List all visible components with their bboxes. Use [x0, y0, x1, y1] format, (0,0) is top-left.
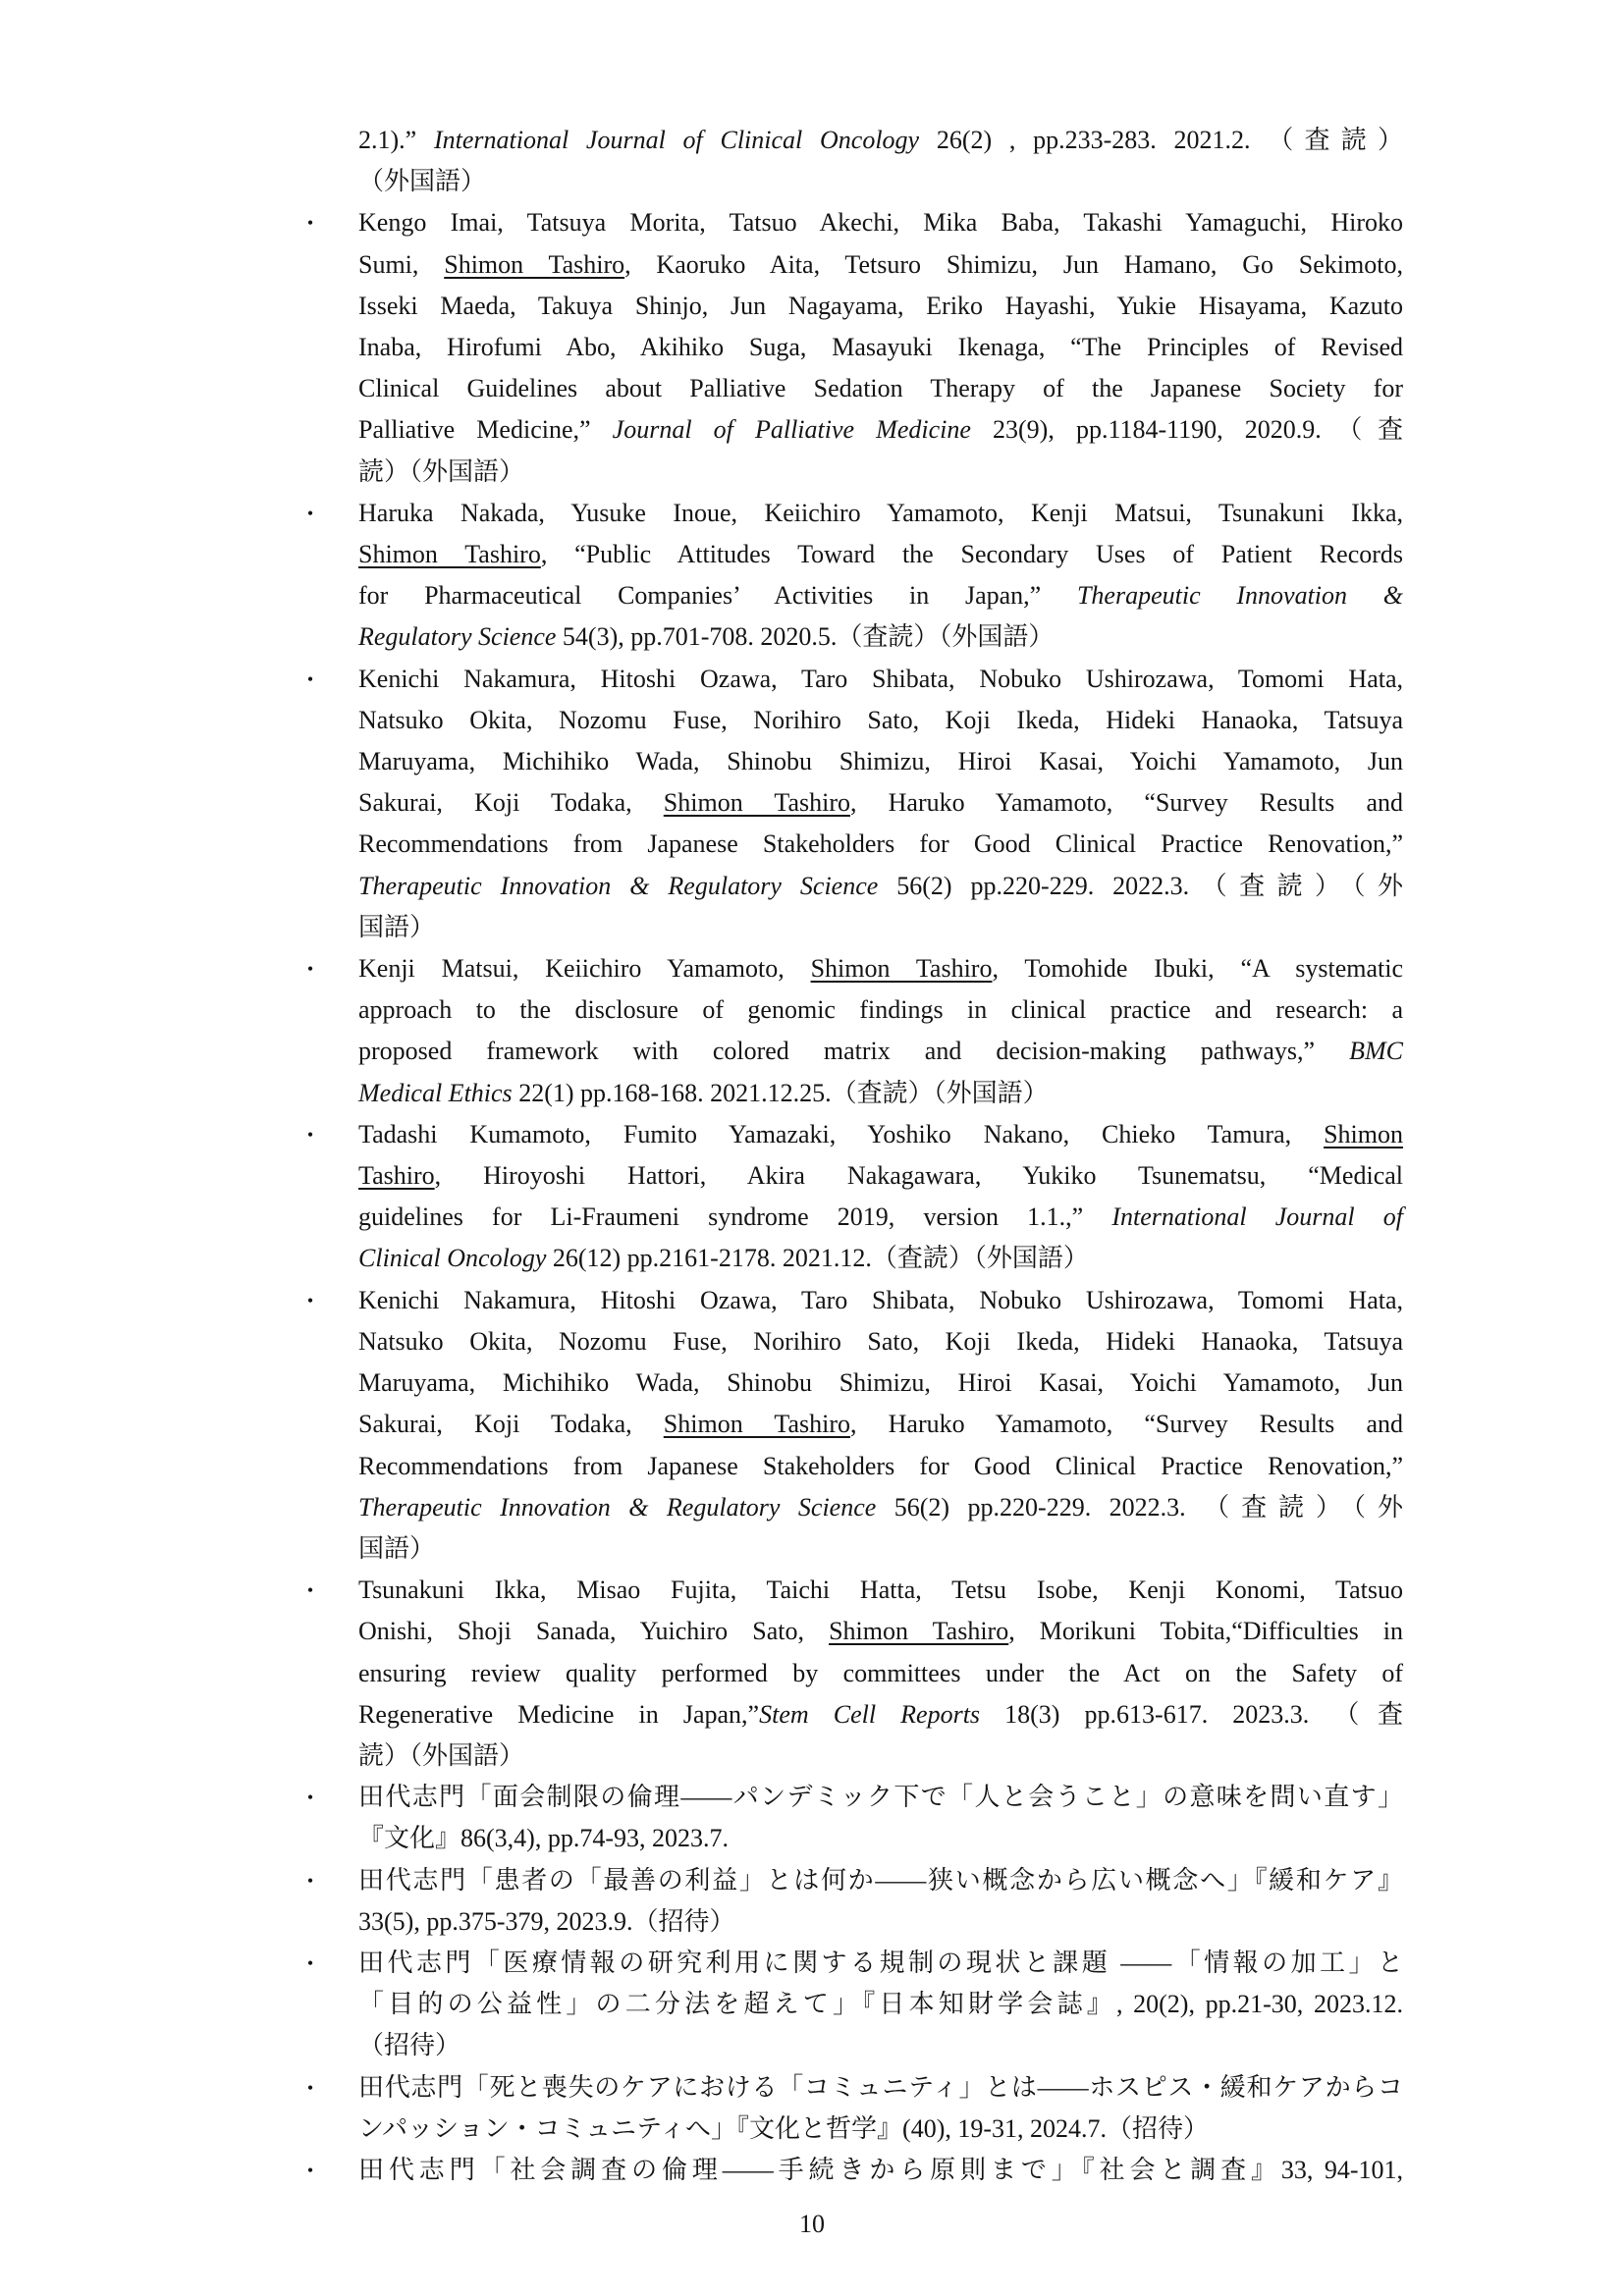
text-line [358, 1943, 1403, 1984]
text-line [358, 1114, 1403, 1155]
text-segment: 「目的の公益性」の二分法を超えて」『日本知財学会誌』, 20(2), pp.21-30, 2023.12. [358, 1990, 1403, 2019]
text-line [358, 409, 1403, 451]
text-segment: 56(2) pp.220-229. 2022.3.（査読）（外 [878, 871, 1403, 900]
author-name-highlight: Shimon Tashiro [810, 954, 993, 984]
text-segment: 2.1).” [358, 126, 434, 154]
text-line [358, 327, 1403, 368]
text-line [358, 1777, 1403, 1818]
text-line [358, 1197, 1403, 1238]
journal-title: Medical Ethics [358, 1078, 513, 1107]
publication-entry [0, 2067, 1624, 2150]
text-segment: 読）（外国語） [358, 1740, 525, 1770]
text-line [358, 2109, 1403, 2150]
text-segment: Tsunakuni Ikka, Misao Fujita, Taichi Hatta, Tetsu Isobe, Kenji Konomi, Tatsuo [358, 1575, 1403, 1605]
bullet-marker: • [306, 1788, 314, 1808]
text-segment: 23(9), pp.1184-1190, 2020.9.（査 [970, 415, 1403, 445]
publication-entry [0, 493, 1624, 659]
journal-title: BMC [1349, 1037, 1403, 1066]
publication-entry [0, 1114, 1624, 1280]
publication-list [0, 120, 1624, 2191]
text-segment: 国語） [358, 912, 436, 941]
author-name-highlight: Shimon Tashiro [663, 1410, 850, 1439]
publication-entry [0, 659, 1624, 948]
text-segment: ensuring review quality performed by committees under the Act on the Safety of [358, 1658, 1403, 1687]
text-line [358, 1155, 1403, 1197]
text-segment: Onishi, Shoji Sanada, Yuichiro Sato, [358, 1617, 830, 1646]
publication-entry [0, 1777, 1624, 1859]
text-segment: guidelines for Li-Fraumeni syndrome 2019, version 1.1.,” [358, 1202, 1112, 1232]
text-segment: Natsuko Okita, Nozomu Fuse, Norihiro Sato, Koji Ikeda, Hideki Hanaoka, Tatsuya [358, 1326, 1403, 1356]
text-segment: for Pharmaceutical Companies’ Activities in Japan,” [358, 581, 1077, 611]
text-line [358, 2150, 1403, 2191]
text-line [358, 948, 1403, 989]
bullet-marker: • [306, 1952, 314, 1973]
text-line [358, 2067, 1403, 2109]
text-segment: ンパッション・コミュニティへ」『文化と哲学』(40), 19-31, 2024.7.（招待） [358, 2113, 1210, 2143]
text-line [358, 907, 1403, 948]
journal-title: International Journal of [1111, 1202, 1403, 1232]
text-segment: Maruyama, Michihiko Wada, Shinobu Shimizu, Hiroi Kasai, Yoichi Yamamoto, Jun [358, 747, 1403, 776]
text-line [358, 1031, 1403, 1072]
text-line [358, 1611, 1403, 1652]
text-line [358, 989, 1403, 1031]
text-segment: Sakurai, Koji Todaka, [358, 1410, 664, 1439]
text-line [358, 286, 1403, 327]
text-line [358, 202, 1403, 243]
text-segment: 56(2) pp.220-229. 2022.3. （査読）（外 [876, 1492, 1403, 1522]
text-line [358, 1238, 1403, 1279]
text-segment: （招待） [358, 2031, 461, 2060]
text-line [358, 534, 1403, 575]
text-segment: （外国語） [358, 167, 487, 196]
text-line [358, 1901, 1403, 1943]
author-name-highlight: Shimon Tashiro [444, 249, 625, 279]
journal-title: Therapeutic Innovation & Regulatory Science [358, 1492, 877, 1522]
text-line [358, 1735, 1403, 1777]
text-line [358, 493, 1403, 534]
text-line [358, 1404, 1403, 1445]
text-line [358, 161, 1403, 202]
text-line [358, 452, 1403, 493]
text-segment: 26(2) , pp.233-283. 2021.2. （査読） [919, 126, 1403, 154]
text-segment: Maruyama, Michihiko Wada, Shinobu Shimizu, Hiroi Kasai, Yoichi Yamamoto, Jun [358, 1368, 1403, 1398]
text-segment: Regenerative Medicine in Japan,” [358, 1699, 760, 1729]
text-line [358, 1653, 1403, 1694]
bullet-marker: • [306, 213, 314, 234]
journal-title: International Journal of Clinical Oncology [433, 126, 920, 154]
author-name-highlight: Shimon Tashiro [829, 1617, 1009, 1646]
text-segment: 田代志門「死と喪失のケアにおける「コミュニティ」とは——ホスピス・緩和ケアからコ [358, 2072, 1403, 2102]
bullet-marker: • [306, 1124, 314, 1145]
text-line [358, 1446, 1403, 1487]
journal-title: Therapeutic Innovation & [1076, 581, 1404, 611]
text-line [358, 2025, 1403, 2066]
text-segment: 田代志門「面会制限の倫理——パンデミック下で「人と会うこと」の意味を問い直す」 [358, 1783, 1403, 1812]
text-segment: 22(1) pp.168-168. 2021.12.25.（査読）（外国語） [512, 1078, 1049, 1107]
author-name-highlight: Shimon [1324, 1119, 1403, 1148]
publication-entry [0, 1943, 1624, 2067]
text-segment: Kenichi Nakamura, Hitoshi Ozawa, Taro Shibata, Nobuko Ushirozawa, Tomomi Hata, [358, 1285, 1403, 1314]
text-line [358, 616, 1403, 658]
author-name-highlight: Shimon Tashiro [358, 540, 541, 569]
publication-entry [0, 1570, 1624, 1777]
text-line [358, 244, 1403, 286]
bullet-marker: • [306, 668, 314, 689]
text-segment: 読）（外国語） [358, 456, 525, 486]
journal-title: Regulatory Science [358, 622, 557, 652]
publication-entry [0, 1860, 1624, 1943]
text-segment: Kenji Matsui, Keiichiro Yamamoto, [358, 954, 811, 984]
text-segment: 『文化』86(3,4), pp.74-93, 2023.7. [358, 1824, 729, 1853]
bullet-marker: • [306, 503, 314, 523]
text-segment: Isseki Maeda, Takuya Shinjo, Jun Nagayama, Eriko Hayashi, Yukie Hisayama, Kazuto [358, 291, 1403, 320]
text-line [358, 1362, 1403, 1404]
text-segment: 田代志門「患者の「最善の利益」とは何か——狭い概念から広い概念へ」『緩和ケア』 [358, 1865, 1403, 1895]
bullet-marker: • [306, 2160, 314, 2180]
text-segment: , Morikuni Tobita,“Difficulties in [1008, 1617, 1403, 1646]
text-line [358, 824, 1403, 865]
text-segment: 国語） [358, 1533, 436, 1563]
text-line [358, 700, 1403, 741]
journal-title: Therapeutic Innovation & Regulatory Science [358, 871, 879, 900]
text-segment: , “Public Attitudes Toward the Secondary Uses of Patient Records [540, 540, 1404, 569]
text-segment: 26(12) pp.2161-2178. 2021.12.（査読）（外国語） [546, 1244, 1089, 1273]
text-segment: Tadashi Kumamoto, Fumito Yamazaki, Yoshiko Nakano, Chieko Tamura, [358, 1119, 1325, 1148]
text-line [358, 1487, 1403, 1528]
text-line [358, 782, 1403, 824]
text-segment: Sakurai, Koji Todaka, [358, 788, 664, 818]
text-segment: Clinical Guidelines about Palliative Sedation Therapy of the Japanese Society for [358, 374, 1403, 403]
text-line [358, 1528, 1403, 1570]
text-line [358, 1860, 1403, 1901]
text-segment: , Haruko Yamamoto, “Survey Results and [849, 1410, 1403, 1439]
text-segment: Inaba, Hirofumi Abo, Akihiko Suga, Masayuki Ikenaga, “The Principles of Revised [358, 333, 1403, 362]
publication-entry [0, 1280, 1624, 1570]
journal-title: Journal of Palliative Medicine [612, 415, 971, 445]
text-segment: Natsuko Okita, Nozomu Fuse, Norihiro Sato, Koji Ikeda, Hideki Hanaoka, Tatsuya [358, 705, 1403, 734]
publication-entry [0, 202, 1624, 492]
text-line [358, 120, 1403, 161]
bullet-marker: • [306, 1870, 314, 1891]
author-name-highlight: Shimon Tashiro [663, 788, 850, 818]
text-segment: Kenichi Nakamura, Hitoshi Ozawa, Taro Shibata, Nobuko Ushirozawa, Tomomi Hata, [358, 664, 1403, 693]
bullet-marker: • [306, 2077, 314, 2098]
author-name-highlight: Tashiro [358, 1161, 435, 1191]
text-line [358, 1570, 1403, 1611]
journal-title: Clinical Oncology [358, 1244, 547, 1273]
text-segment: 33(5), pp.375-379, 2023.9.（招待） [358, 1906, 735, 1936]
text-segment: , Tomohide Ibuki, “A systematic [992, 954, 1403, 984]
text-segment: Kengo Imai, Tatsuya Morita, Tatsuo Akechi, Mika Baba, Takashi Yamaguchi, Hiroko [358, 208, 1403, 238]
text-segment: 18(3) pp.613-617. 2023.3. （査 [980, 1699, 1403, 1729]
bullet-marker: • [306, 1290, 314, 1310]
publication-entry [0, 2150, 1624, 2191]
text-segment: Haruka Nakada, Yusuke Inoue, Keiichiro Yamamoto, Kenji Matsui, Tsunakuni Ikka, [358, 498, 1403, 527]
text-segment: 54(3), pp.701-708. 2020.5.（査読）（外国語） [556, 622, 1055, 652]
text-line [358, 741, 1403, 782]
text-line [358, 866, 1403, 907]
text-line [358, 575, 1403, 616]
text-line [358, 1073, 1403, 1114]
publication-entry [0, 948, 1624, 1114]
page-number: 10 [799, 2210, 825, 2238]
text-segment: , Kaoruko Aita, Tetsuro Shimizu, Jun Hamano, Go Sekimoto, [624, 249, 1403, 279]
bullet-marker: • [306, 959, 314, 980]
publication-entry [0, 120, 1624, 202]
bullet-marker: • [306, 1580, 314, 1601]
text-segment: 田代志門「社会調査の倫理——手続きから原則まで」『社会と調査』33, 94-101, [358, 2155, 1403, 2184]
text-segment: , Haruko Yamamoto, “Survey Results and [849, 788, 1403, 818]
text-segment: 田代志門「医療情報の研究利用に関する規制の現状と課題 ——「情報の加工」と [358, 1948, 1403, 1977]
text-segment: proposed framework with colored matrix and decision-making pathways,” [358, 1037, 1350, 1066]
text-segment: , Hiroyoshi Hattori, Akira Nakagawara, Yukiko Tsunematsu, “Medical [434, 1161, 1403, 1191]
text-segment: Recommendations from Japanese Stakeholders for Good Clinical Practice Renovation,” [358, 1451, 1403, 1480]
text-line [358, 1694, 1403, 1735]
text-line [358, 1280, 1403, 1321]
journal-title: Stem Cell Reports [759, 1699, 981, 1729]
text-line [358, 368, 1403, 409]
text-segment: Recommendations from Japanese Stakeholders for Good Clinical Practice Renovation,” [358, 829, 1403, 859]
text-line [358, 1984, 1403, 2025]
text-segment: Palliative Medicine,” [358, 415, 613, 445]
text-line [358, 659, 1403, 700]
text-segment: Sumi, [358, 249, 445, 279]
text-line [358, 1321, 1403, 1362]
text-line [358, 1818, 1403, 1859]
text-segment: approach to the disclosure of genomic findings in clinical practice and research: a [358, 995, 1403, 1025]
